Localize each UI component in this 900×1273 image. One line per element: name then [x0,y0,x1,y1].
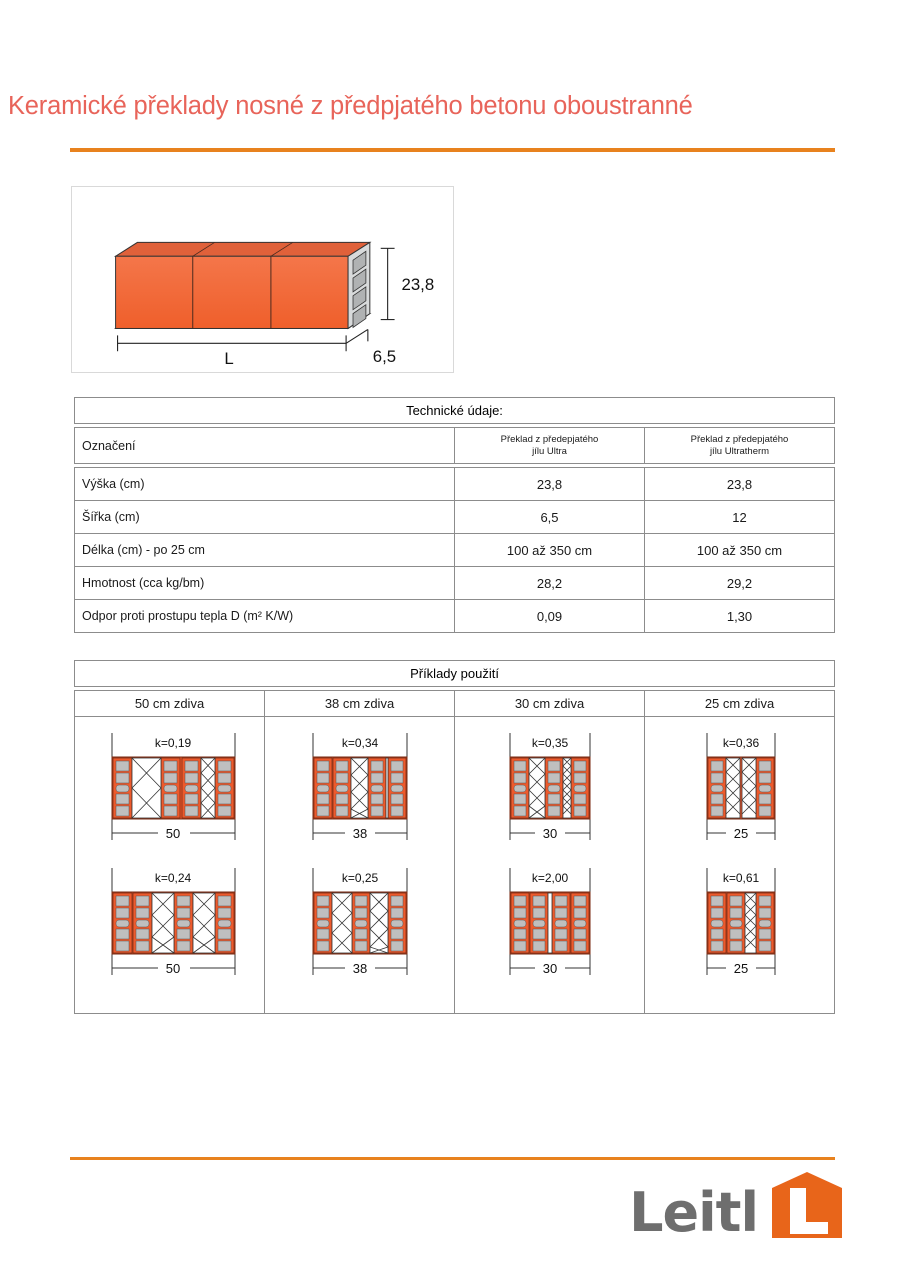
table-row [75,534,835,567]
wall-dimension-label: 30 [542,961,557,976]
row-value-ultra: 28,2 [455,567,645,600]
wall-dimension-label: 38 [352,961,367,976]
height-dimension-label: 23,8 [401,274,435,294]
wall-dimension-label: 50 [165,826,180,841]
k-value-label: k=0,19 [154,736,191,750]
diagram-cell-wall-38 [265,717,455,1014]
table-row [75,501,835,534]
row-value-ultra: 23,8 [455,468,645,501]
wall-section-diagram [455,860,644,985]
row-label-header: Označení [75,428,455,464]
k-value-label: k=0,34 [341,736,378,750]
examples-column-headers [75,691,835,717]
wall-dimension-label: 25 [733,961,748,976]
wall-section-diagram [455,725,644,850]
column-header-ultra-line2: jílu Ultra [532,445,567,457]
wall-dimension-label: 25 [733,826,748,841]
row-label: Délka (cm) - po 25 cm [75,534,455,567]
wall-dimension-label: 38 [352,826,367,841]
table-row [75,600,835,633]
length-dimension-label: L [224,349,234,369]
k-value-label: k=0,35 [531,736,568,750]
k-value-label: k=0,24 [154,871,191,885]
depth-dimension-label: 6,5 [372,347,397,367]
column-header-ultra-line1: Překlad z předepjatého [500,433,599,445]
technical-table-title: Technické údaje: [75,398,835,424]
examples-table-band [75,661,835,687]
row-value-ultra: 100 až 350 cm [455,534,645,567]
k-value-label: k=0,36 [722,736,759,750]
row-value-ultratherm: 29,2 [645,567,835,600]
title-divider [70,148,835,152]
wall-section-diagram [265,725,454,850]
logo-wordmark: Leitl [629,1180,758,1244]
wall-section-diagram [265,860,454,985]
row-label: Hmotnost (cca kg/bm) [75,567,455,600]
column-header-ultratherm [645,428,835,464]
leitl-logo [629,1172,842,1244]
k-value-label: k=2,00 [531,871,568,885]
page-title: Keramické překlady nosné z předpjatého betonu oboustranné [8,92,693,120]
row-value-ultratherm: 100 až 350 cm [645,534,835,567]
diagram-cell-wall-30 [455,717,645,1014]
wall-dimension-label: 50 [165,961,180,976]
technical-table-band [75,398,835,424]
diagram-cell-wall-25 [645,717,835,1014]
product-figure [71,186,454,373]
wall-dimension-label: 30 [542,826,557,841]
footer-divider [70,1157,835,1160]
row-label: Odpor proti prostupu tepla D (m² K/W) [75,600,455,633]
column-header-wall-50: 50 cm zdiva [75,691,265,717]
wall-section-diagram [75,725,264,850]
row-value-ultratherm: 1,30 [645,600,835,633]
row-value-ultratherm: 12 [645,501,835,534]
row-value-ultra: 6,5 [455,501,645,534]
row-label: Výška (cm) [75,468,455,501]
table-row [75,567,835,600]
column-header-wall-38: 38 cm zdiva [265,691,455,717]
wall-section-diagram [645,860,834,985]
technical-data-table [74,397,835,633]
wall-section-diagram [75,860,264,985]
diagram-cell-wall-50 [75,717,265,1014]
column-header-wall-30: 30 cm zdiva [455,691,645,717]
table-row-header [75,428,835,464]
column-header-ultratherm-line2: jílu Ultratherm [709,445,770,457]
k-value-label: k=0,25 [341,871,378,885]
table-row [75,468,835,501]
ceramic-lintel-3d-view [72,187,453,372]
k-value-label: k=0,61 [722,871,759,885]
column-header-ultra [455,428,645,464]
examples-table-title: Příklady použití [75,661,835,687]
wall-section-diagram [645,725,834,850]
row-value-ultratherm: 23,8 [645,468,835,501]
house-l-icon [772,1172,842,1238]
row-label: Šířka (cm) [75,501,455,534]
usage-examples-table [74,660,835,1014]
row-value-ultra: 0,09 [455,600,645,633]
examples-diagram-row [75,717,835,1014]
column-header-wall-25: 25 cm zdiva [645,691,835,717]
column-header-ultratherm-line1: Překlad z předepjatého [690,433,789,445]
